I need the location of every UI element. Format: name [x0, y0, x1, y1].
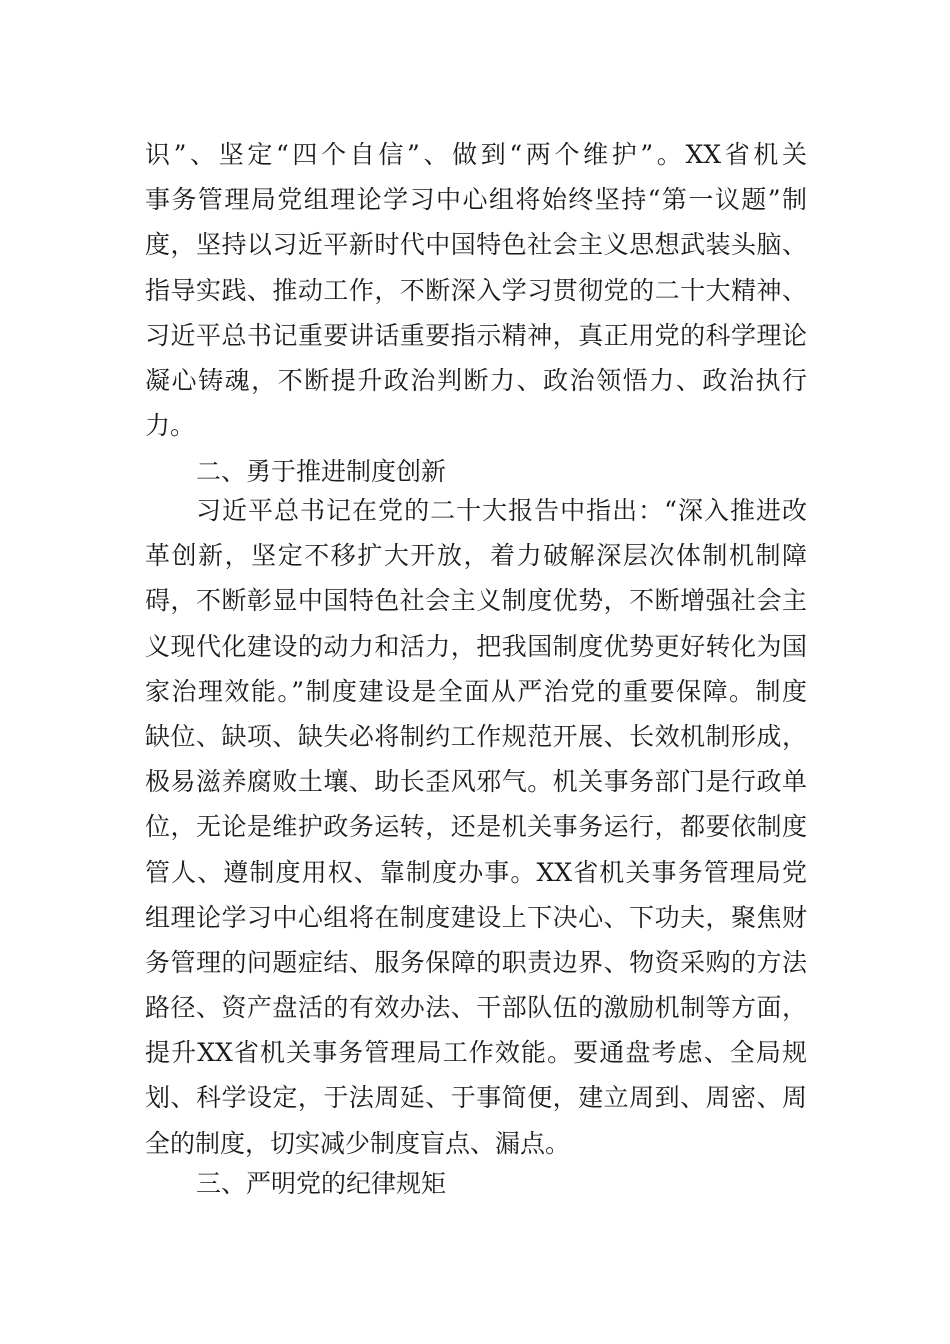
paragraph-line: 划、科学设定，于法周延、于事简便，建立周到、周密、周: [145, 1083, 807, 1113]
paragraph-line: 位，无论是维护政务运转，还是机关事务运行，都要依制度: [145, 812, 807, 842]
paragraph-line: 凝心铸魂，不断提升政治判断力、政治领悟力、政治执行: [145, 365, 807, 395]
paragraph-line: 事务管理局党组理论学习中心组将始终坚持“第一议题”制: [145, 185, 807, 215]
paragraph-line: 全的制度，切实减少制度盲点、漏点。: [145, 1128, 571, 1158]
paragraph-2: [145, 488, 807, 1166]
paragraph-line: 度，坚持以习近平新时代中国特色社会主义思想武装头脑、: [145, 230, 807, 260]
paragraph-line: 义现代化建设的动力和活力，把我国制度优势更好转化为国: [145, 631, 807, 661]
paragraph-line: 习近平总书记重要讲话重要指示精神，真正用党的科学理论: [145, 320, 807, 350]
paragraph-line: 碍，不断彰显中国特色社会主义制度优势，不断增强社会主: [145, 586, 807, 616]
paragraph-line: 提升XX省机关事务管理局工作效能。要通盘考虑、全局规: [145, 1038, 807, 1068]
paragraph-line: 指导实践、推动工作，不断深入学习贯彻党的二十大精神、: [145, 275, 807, 305]
paragraph-line: 缺位、缺项、缺失必将制约工作规范开展、长效机制形成，: [145, 721, 807, 751]
paragraph-line: 革创新，坚定不移扩大开放，着力破解深层次体制机制障: [145, 541, 807, 571]
paragraph-line: 组理论学习中心组将在制度建设上下决心、下功夫，聚焦财: [145, 902, 807, 932]
paragraph-line: 极易滋养腐败土壤、助长歪风邪气。机关事务部门是行政单: [145, 767, 807, 797]
paragraph-line: 识”、坚定“四个自信”、做到“两个维护”。XX省机关: [145, 140, 807, 169]
paragraph-line: 习近平总书记在党的二十大报告中指出：“深入推进改: [196, 496, 807, 525]
paragraph-line: 家治理效能。”制度建设是全面从严治党的重要保障。制度: [145, 676, 807, 706]
paragraph-line: 管人、遵制度用权、靠制度办事。XX省机关事务管理局党: [145, 857, 807, 887]
paragraph-line: 路径、资产盘活的有效办法、干部队伍的激励机制等方面，: [145, 993, 807, 1023]
paragraph-1: [145, 132, 807, 448]
section-heading-2: 二、勇于推进制度创新: [196, 457, 447, 486]
paragraph-line: 力。: [145, 411, 196, 441]
paragraph-line: 务管理的问题症结、服务保障的职责边界、物资采购的方法: [145, 947, 807, 977]
section-heading-3: 三、严明党的纪律规矩: [196, 1169, 447, 1198]
